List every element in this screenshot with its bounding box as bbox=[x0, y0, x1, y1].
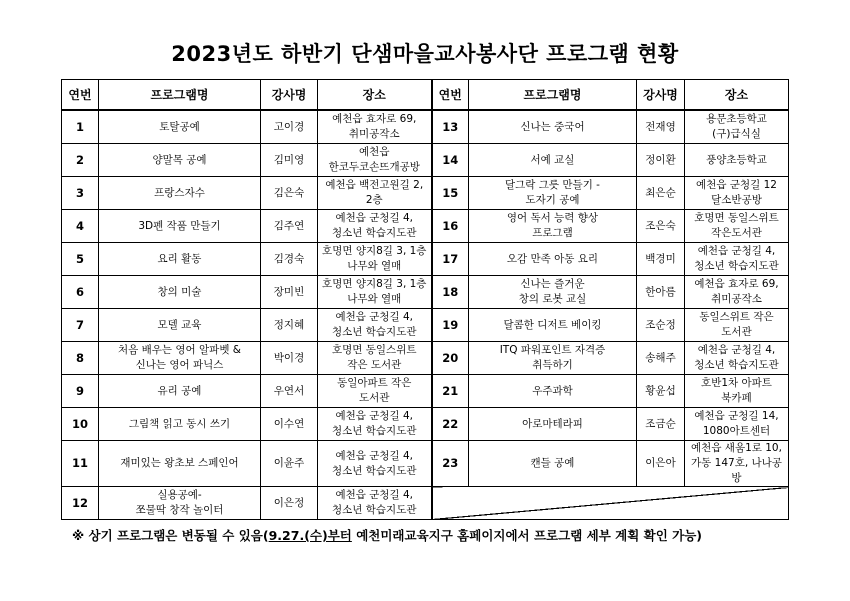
program-name-left: 요리 활동 bbox=[99, 243, 261, 276]
program-name-left: 처음 배우는 영어 알파벳 & 신나는 영어 파닉스 bbox=[99, 342, 261, 375]
program-name-right: 아로마테라피 bbox=[469, 408, 637, 441]
row-number-left: 10 bbox=[62, 408, 99, 441]
program-name-right: 우주과학 bbox=[469, 375, 637, 408]
program-name-right: 신나는 즐거운 창의 로봇 교실 bbox=[469, 276, 637, 309]
row-number-right: 19 bbox=[432, 309, 469, 342]
row-number-right: 22 bbox=[432, 408, 469, 441]
teacher-name-left: 이윤주 bbox=[261, 441, 318, 487]
row-number-left: 9 bbox=[62, 375, 99, 408]
table-row bbox=[62, 210, 789, 243]
table-row bbox=[62, 177, 789, 210]
row-number-left: 2 bbox=[62, 144, 99, 177]
location-right: 예천읍 군청길 4, 청소년 학습지도관 bbox=[685, 243, 789, 276]
program-name-left: 그림책 읽고 동시 쓰기 bbox=[99, 408, 261, 441]
row-number-right: 13 bbox=[432, 110, 469, 144]
location-left: 예천읍 한코두코손뜨개공방 bbox=[318, 144, 432, 177]
row-number-left: 6 bbox=[62, 276, 99, 309]
table-row bbox=[62, 309, 789, 342]
teacher-name-right: 송해주 bbox=[637, 342, 685, 375]
teacher-name-left: 김경숙 bbox=[261, 243, 318, 276]
table-row bbox=[62, 342, 789, 375]
teacher-name-left: 이은정 bbox=[261, 487, 318, 520]
table-row bbox=[62, 243, 789, 276]
row-number-right: 20 bbox=[432, 342, 469, 375]
teacher-name-right: 조순정 bbox=[637, 309, 685, 342]
table-row bbox=[62, 487, 789, 520]
header-program-left: 프로그램명 bbox=[99, 80, 261, 111]
footnote-suffix: 예천미래교육지구 홈페이지에서 프로그램 세부 계획 확인 가능) bbox=[351, 528, 702, 543]
location-right: 용문초등학교 (구)급식실 bbox=[685, 110, 789, 144]
table-row bbox=[62, 110, 789, 144]
table-row bbox=[62, 408, 789, 441]
table-row bbox=[62, 144, 789, 177]
teacher-name-left: 김은숙 bbox=[261, 177, 318, 210]
teacher-name-left: 정지혜 bbox=[261, 309, 318, 342]
program-name-right: 달콤한 디저트 베이킹 bbox=[469, 309, 637, 342]
program-table bbox=[61, 79, 789, 520]
header-place-right: 장소 bbox=[685, 80, 789, 111]
location-left: 호명면 동일스위트 작은 도서관 bbox=[318, 342, 432, 375]
teacher-name-left: 고이경 bbox=[261, 110, 318, 144]
table-row bbox=[62, 375, 789, 408]
row-number-right: 17 bbox=[432, 243, 469, 276]
program-name-left: 유리 공예 bbox=[99, 375, 261, 408]
teacher-name-left: 박이경 bbox=[261, 342, 318, 375]
teacher-name-right: 한아름 bbox=[637, 276, 685, 309]
teacher-name-left: 우연서 bbox=[261, 375, 318, 408]
teacher-name-right: 백경미 bbox=[637, 243, 685, 276]
row-number-left: 12 bbox=[62, 487, 99, 520]
program-name-right: 신나는 중국어 bbox=[469, 110, 637, 144]
footnote-date: 9.27.(수)부터 bbox=[268, 528, 352, 543]
location-left: 예천읍 효자로 69, 취미공작소 bbox=[318, 110, 432, 144]
program-name-right: ITQ 파워포인트 자격증 취득하기 bbox=[469, 342, 637, 375]
location-right: 동일스위트 작은 도서관 bbox=[685, 309, 789, 342]
page-title: 2023년도 하반기 단샘마을교사봉사단 프로그램 현황 bbox=[171, 42, 679, 66]
program-name-left: 창의 미술 bbox=[99, 276, 261, 309]
program-name-left: 양말목 공예 bbox=[99, 144, 261, 177]
row-number-left: 3 bbox=[62, 177, 99, 210]
row-number-left: 1 bbox=[62, 110, 99, 144]
header-teacher-right: 강사명 bbox=[637, 80, 685, 111]
row-number-right: 16 bbox=[432, 210, 469, 243]
row-number-left: 11 bbox=[62, 441, 99, 487]
teacher-name-left: 김주연 bbox=[261, 210, 318, 243]
table-body bbox=[62, 110, 789, 520]
location-left: 예천읍 백전고원길 2, 2층 bbox=[318, 177, 432, 210]
teacher-name-left: 김미영 bbox=[261, 144, 318, 177]
location-right: 예천읍 효자로 69, 취미공작소 bbox=[685, 276, 789, 309]
row-number-left: 8 bbox=[62, 342, 99, 375]
footnote-prefix: ※ 상기 프로그램은 변동될 수 있음( bbox=[72, 528, 269, 543]
table-row bbox=[62, 276, 789, 309]
teacher-name-right: 전재영 bbox=[637, 110, 685, 144]
location-left: 예천읍 군청길 4, 청소년 학습지도관 bbox=[318, 487, 432, 520]
location-left: 예천읍 군청길 4, 청소년 학습지도관 bbox=[318, 210, 432, 243]
program-name-left: 모델 교육 bbox=[99, 309, 261, 342]
location-right: 호반1차 아파트 북카페 bbox=[685, 375, 789, 408]
program-name-right: 캔들 공예 bbox=[469, 441, 637, 487]
header-teacher-left: 강사명 bbox=[261, 80, 318, 111]
location-right: 풍양초등학교 bbox=[685, 144, 789, 177]
location-left: 예천읍 군청길 4, 청소년 학습지도관 bbox=[318, 309, 432, 342]
row-number-right: 14 bbox=[432, 144, 469, 177]
table-row bbox=[62, 441, 789, 487]
teacher-name-right: 이은아 bbox=[637, 441, 685, 487]
location-right: 예천읍 군청길 12 달소반공방 bbox=[685, 177, 789, 210]
footnote bbox=[72, 526, 702, 544]
row-number-left: 4 bbox=[62, 210, 99, 243]
row-number-left: 5 bbox=[62, 243, 99, 276]
row-number-left: 7 bbox=[62, 309, 99, 342]
location-left: 예천읍 군청길 4, 청소년 학습지도관 bbox=[318, 408, 432, 441]
header-no-right: 연번 bbox=[432, 80, 469, 111]
location-left: 호명면 양지8길 3, 1층 나무와 열매 bbox=[318, 243, 432, 276]
empty-cell-right bbox=[432, 487, 789, 520]
location-right: 호명면 동일스위트 작은도서관 bbox=[685, 210, 789, 243]
row-number-right: 23 bbox=[432, 441, 469, 487]
program-name-right: 영어 독서 능력 향상 프로그램 bbox=[469, 210, 637, 243]
program-name-left: 프랑스자수 bbox=[99, 177, 261, 210]
program-name-left: 3D펜 작품 만들기 bbox=[99, 210, 261, 243]
program-name-left: 토탈공예 bbox=[99, 110, 261, 144]
location-left: 예천읍 군청길 4, 청소년 학습지도관 bbox=[318, 441, 432, 487]
row-number-right: 21 bbox=[432, 375, 469, 408]
header-no-left: 연번 bbox=[62, 80, 99, 111]
header-place-left: 장소 bbox=[318, 80, 432, 111]
program-name-left: 재미있는 왕초보 스페인어 bbox=[99, 441, 261, 487]
program-name-right: 서예 교실 bbox=[469, 144, 637, 177]
location-right: 예천읍 군청길 4, 청소년 학습지도관 bbox=[685, 342, 789, 375]
row-number-right: 15 bbox=[432, 177, 469, 210]
program-name-right: 달그락 그릇 만들기 - 도자기 공예 bbox=[469, 177, 637, 210]
location-left: 동일아파트 작은 도서관 bbox=[318, 375, 432, 408]
header-row bbox=[62, 80, 789, 111]
teacher-name-left: 장미빈 bbox=[261, 276, 318, 309]
row-number-right: 18 bbox=[432, 276, 469, 309]
program-name-left: 실용공예- 쪼물딱 창작 놀이터 bbox=[99, 487, 261, 520]
teacher-name-right: 정이환 bbox=[637, 144, 685, 177]
location-right: 예천읍 새움1로 10, 가동 147호, 나나공방 bbox=[685, 441, 789, 487]
location-left: 호명면 양지8길 3, 1층 나무와 열매 bbox=[318, 276, 432, 309]
program-name-right: 오감 만족 아동 요리 bbox=[469, 243, 637, 276]
teacher-name-right: 조금순 bbox=[637, 408, 685, 441]
teacher-name-right: 황윤섭 bbox=[637, 375, 685, 408]
location-right: 예천읍 군청길 14, 1080아트센터 bbox=[685, 408, 789, 441]
teacher-name-right: 조은숙 bbox=[637, 210, 685, 243]
teacher-name-right: 최은순 bbox=[637, 177, 685, 210]
header-program-right: 프로그램명 bbox=[469, 80, 637, 111]
teacher-name-left: 이수연 bbox=[261, 408, 318, 441]
